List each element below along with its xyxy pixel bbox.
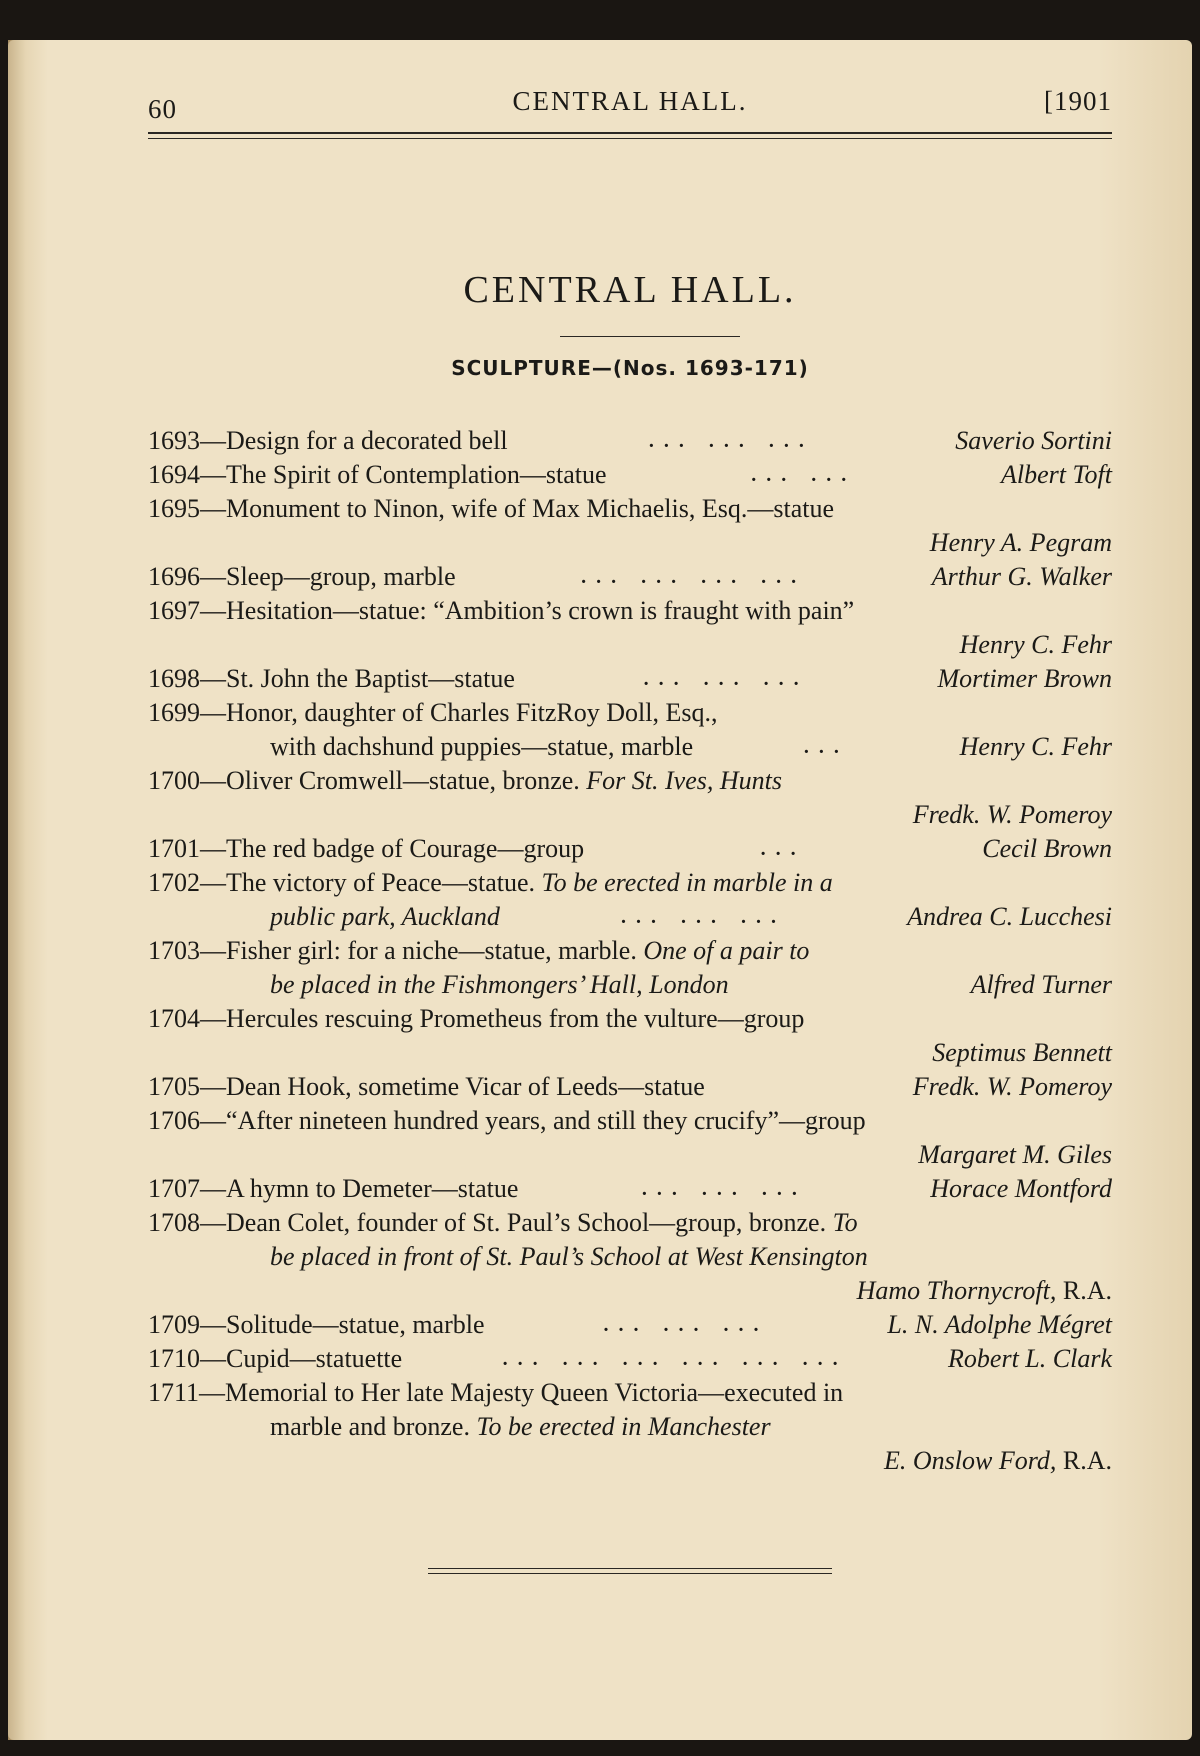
entry-1703: 1703—Fisher girl: for a niche—statue, marble. One of a pair to xyxy=(148,936,810,965)
entry-1696: 1696—Sleep—group, marble ... ... ... ... Arthur G. Walker xyxy=(148,560,1112,594)
entry-1699: 1699—Honor, daughter of Charles FitzRoy Doll, Esq., xyxy=(148,698,718,727)
entry-1695: 1695—Monument to Ninon, wife of Max Michaelis, Esq.—statue xyxy=(148,494,835,523)
entry-1701: 1701—The red badge of Courage—group ... Cecil Brown xyxy=(148,832,1112,866)
running-header xyxy=(148,86,1112,126)
page-title: CENTRAL HALL. xyxy=(463,269,797,311)
year-marker: [1901 xyxy=(1044,86,1112,116)
entry-1702: 1702—The victory of Peace—statue. To be erected in marble in a xyxy=(148,868,833,897)
entry-1697-artist xyxy=(148,628,1112,662)
entry-1709: 1709—Solitude—statue, marble ... ... ... L. N. Adolphe Mégret xyxy=(148,1308,1112,1342)
artist: Henry A. Pegram xyxy=(929,528,1112,557)
entry-1702-cont: public park, Auckland ... ... ... Andrea C. Lucchesi xyxy=(148,900,1112,934)
header-rule xyxy=(148,132,1112,139)
section-heading: SCULPTURE—(Nos. 1693-171) xyxy=(451,356,809,380)
title-rule xyxy=(560,336,740,337)
artist: Mortimer Brown xyxy=(937,664,1112,693)
page-number: 60 xyxy=(148,94,177,124)
artist: Robert L. Clark xyxy=(948,1344,1112,1373)
entry-1700-artist xyxy=(148,798,1112,832)
entry-1705: 1705—Dean Hook, sometime Vicar of Leeds—statue Fredk. W. Pomeroy xyxy=(148,1070,1112,1104)
entry-1694: 1694—The Spirit of Contemplation—statue ... ... Albert Toft xyxy=(148,458,1112,492)
entry-1706: 1706—“After nineteen hundred years, and still they crucify”—group xyxy=(148,1106,866,1135)
artist: Horace Montford xyxy=(930,1174,1112,1203)
artist: Henry C. Fehr xyxy=(959,732,1112,761)
entry-1699-cont: with dachshund puppies—statue, marble ... Henry C. Fehr xyxy=(148,730,1112,764)
artist: Hamo Thornycroft, xyxy=(856,1276,1057,1305)
artist: Cecil Brown xyxy=(982,834,1112,863)
entry-1697: 1697—Hesitation—statue: “Ambition’s crown is fraught with pain” xyxy=(148,596,855,625)
entry-1706-artist xyxy=(148,1138,1112,1172)
entry-1703-cont: be placed in the Fishmongers’ Hall, London Alfred Turner xyxy=(148,968,1112,1002)
artist: L. N. Adolphe Mégret xyxy=(887,1310,1112,1339)
entry-1710: 1710—Cupid—statuette ... ... ... ... ... ... Robert L. Clark xyxy=(148,1342,1112,1376)
entry-1711: 1711—Memorial to Her late Majesty Queen Victoria—executed in xyxy=(148,1378,844,1407)
catalogue-entries xyxy=(148,424,1112,1478)
artist: Fredk. W. Pomeroy xyxy=(912,800,1112,829)
entry-1704: 1704—Hercules rescuing Prometheus from the vulture—group xyxy=(148,1004,805,1033)
entry-1707: 1707—A hymn to Demeter—statue ... ... ... Horace Montford xyxy=(148,1172,1112,1206)
artist: Albert Toft xyxy=(1000,460,1112,489)
entry-1693: 1693—Design for a decorated bell ... ... ... Saverio Sortini xyxy=(148,424,1112,458)
entry-1700: 1700—Oliver Cromwell—statue, bronze. For St. Ives, Hunts xyxy=(148,766,782,795)
artist: Arthur G. Walker xyxy=(931,562,1112,591)
entry-1695-artist xyxy=(148,526,1112,560)
artist: Andrea C. Lucchesi xyxy=(907,902,1112,931)
artist: Margaret M. Giles xyxy=(918,1140,1112,1169)
entry-1708: 1708—Dean Colet, founder of St. Paul’s School—group, bronze. To xyxy=(148,1208,858,1237)
artist: E. Onslow Ford, xyxy=(883,1446,1057,1475)
entry-1704-artist xyxy=(148,1036,1112,1070)
artist: Saverio Sortini xyxy=(955,426,1112,455)
entry-1708-artist: Hamo Thornycroft, R.A. xyxy=(856,1276,1112,1305)
artist: Fredk. W. Pomeroy xyxy=(912,1072,1112,1101)
entry-1711-cont: marble and bronze. To be erected in Manchester xyxy=(270,1412,771,1441)
end-rule xyxy=(428,1568,832,1574)
entry-1698: 1698—St. John the Baptist—statue ... ... ... Mortimer Brown xyxy=(148,662,1112,696)
artist: Septimus Bennett xyxy=(932,1038,1112,1067)
running-title: CENTRAL HALL. xyxy=(512,86,748,116)
entry-1711-artist: E. Onslow Ford, R.A. xyxy=(883,1446,1112,1475)
artist: Henry C. Fehr xyxy=(959,630,1112,659)
entry-1708-cont: be placed in front of St. Paul’s School at West Kensington xyxy=(270,1242,868,1271)
artist: Alfred Turner xyxy=(970,970,1112,999)
